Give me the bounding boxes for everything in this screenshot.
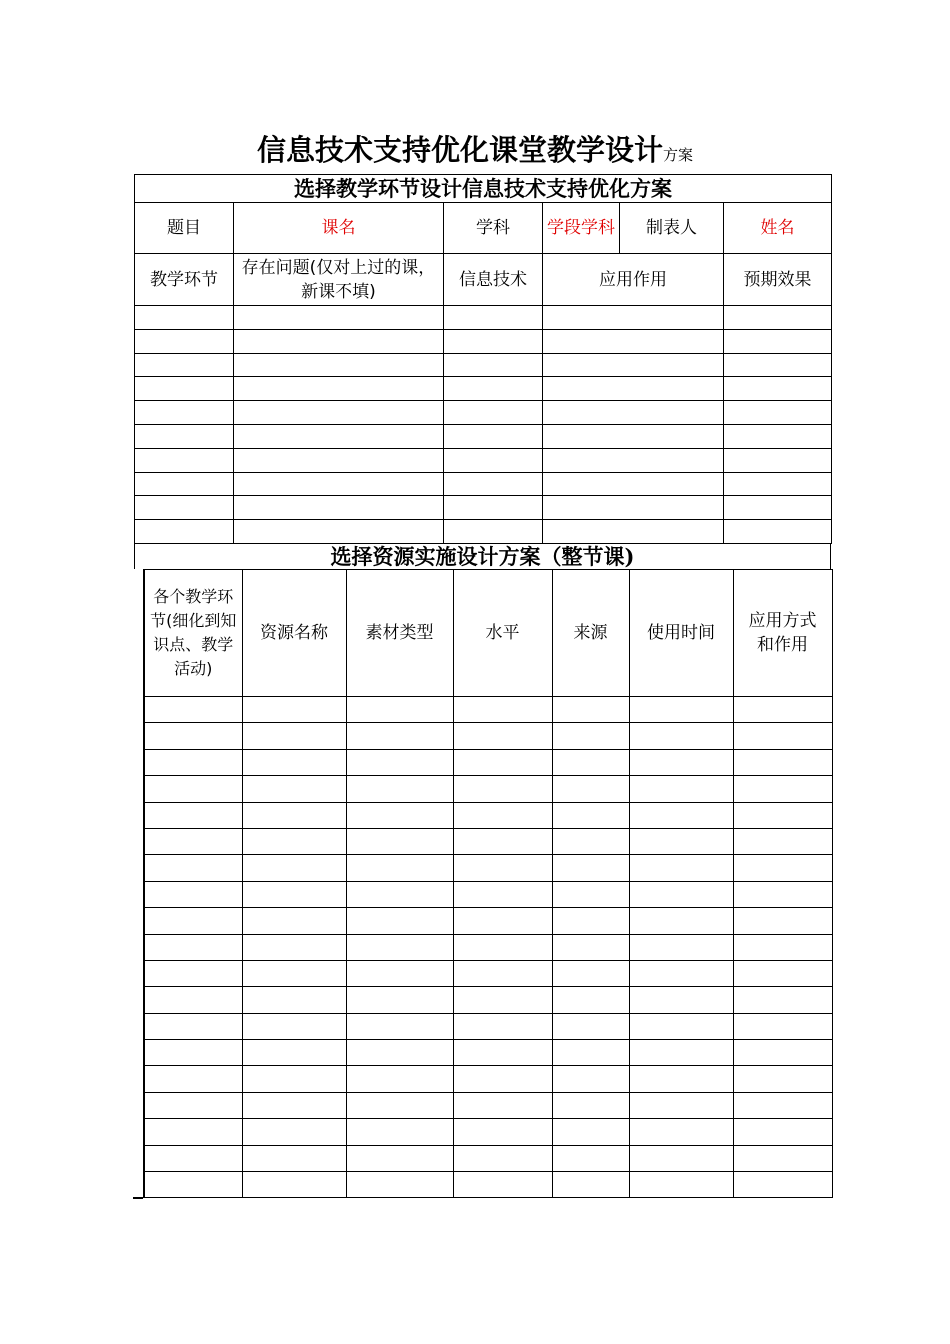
plan-section-title: 选择教学环节设计信息技术支持优化方案	[135, 175, 832, 203]
resource-empty-cell[interactable]	[733, 1013, 832, 1039]
resource-empty-cell[interactable]	[453, 1040, 552, 1066]
resource-empty-cell[interactable]	[453, 1145, 552, 1171]
resource-empty-cell[interactable]	[552, 828, 629, 854]
plan-empty-row	[135, 353, 832, 377]
resource-empty-cell[interactable]	[346, 1040, 453, 1066]
plan-empty-cell[interactable]	[444, 329, 543, 353]
resource-empty-cell[interactable]	[552, 1092, 629, 1118]
resource-empty-cell[interactable]	[733, 855, 832, 881]
resource-empty-row	[144, 960, 832, 986]
plan-empty-cell[interactable]	[724, 424, 832, 448]
resource-empty-cell[interactable]	[242, 1040, 346, 1066]
resource-empty-cell[interactable]	[453, 1066, 552, 1092]
resource-empty-cell[interactable]	[144, 1013, 242, 1039]
plan-empty-cell[interactable]	[135, 377, 234, 401]
resource-empty-cell[interactable]	[552, 1119, 629, 1145]
resource-empty-cell[interactable]	[346, 908, 453, 934]
resource-empty-cell[interactable]	[144, 802, 242, 828]
resource-empty-cell[interactable]	[629, 1013, 733, 1039]
resource-section-title: 选择资源实施设计方案（整节课)	[134, 543, 831, 569]
resource-header-cell: 使用时间	[629, 570, 733, 697]
resource-empty-row	[144, 1119, 832, 1145]
resource-empty-cell[interactable]	[629, 881, 733, 907]
subject-label: 学科	[444, 203, 543, 254]
plan-empty-row	[135, 329, 832, 353]
resource-empty-row	[144, 1145, 832, 1171]
resource-empty-cell[interactable]	[629, 723, 733, 749]
resource-empty-cell[interactable]	[346, 960, 453, 986]
resource-empty-cell[interactable]	[346, 697, 453, 723]
plan-empty-cell[interactable]	[444, 353, 543, 377]
resource-empty-cell[interactable]	[552, 749, 629, 775]
resource-empty-cell[interactable]	[144, 1040, 242, 1066]
resource-empty-cell[interactable]	[242, 1013, 346, 1039]
resource-empty-cell[interactable]	[144, 828, 242, 854]
author-label: 制表人	[620, 203, 724, 254]
resource-empty-cell[interactable]	[453, 802, 552, 828]
resource-empty-cell[interactable]	[629, 855, 733, 881]
plan-body	[135, 306, 832, 544]
resource-empty-row	[144, 1013, 832, 1039]
resource-empty-cell[interactable]	[629, 802, 733, 828]
resource-empty-cell[interactable]	[346, 934, 453, 960]
resource-empty-cell[interactable]	[144, 881, 242, 907]
resource-empty-cell[interactable]	[453, 1119, 552, 1145]
resource-empty-cell[interactable]	[453, 749, 552, 775]
plan-header-cell: 教学环节	[135, 254, 234, 306]
resource-header-cell: 来源	[552, 570, 629, 697]
title-main: 信息技术支持优化课堂教学设计	[256, 133, 663, 167]
resource-empty-cell[interactable]	[346, 749, 453, 775]
plan-empty-cell[interactable]	[543, 496, 724, 520]
resource-empty-cell[interactable]	[733, 1066, 832, 1092]
resource-empty-cell[interactable]	[552, 1066, 629, 1092]
resource-empty-cell[interactable]	[733, 881, 832, 907]
resource-empty-cell[interactable]	[346, 776, 453, 802]
resource-empty-cell[interactable]	[346, 1013, 453, 1039]
resource-empty-cell[interactable]	[552, 1013, 629, 1039]
plan-header-cell: 信息技术	[444, 254, 543, 306]
resource-empty-cell[interactable]	[733, 776, 832, 802]
resource-empty-cell[interactable]	[629, 697, 733, 723]
resource-empty-cell[interactable]	[144, 776, 242, 802]
resource-empty-row	[144, 802, 832, 828]
plan-empty-cell[interactable]	[135, 496, 234, 520]
resource-empty-row	[144, 987, 832, 1013]
resource-empty-cell[interactable]	[733, 1040, 832, 1066]
resource-empty-cell[interactable]	[453, 855, 552, 881]
resource-empty-cell[interactable]	[144, 697, 242, 723]
plan-empty-cell[interactable]	[543, 306, 724, 330]
resource-empty-cell[interactable]	[733, 1092, 832, 1118]
plan-empty-cell[interactable]	[444, 306, 543, 330]
resource-empty-cell[interactable]	[242, 802, 346, 828]
plan-empty-cell[interactable]	[234, 448, 444, 472]
plan-empty-cell[interactable]	[135, 520, 234, 544]
resource-empty-row	[144, 828, 832, 854]
plan-empty-cell[interactable]	[135, 448, 234, 472]
resource-empty-cell[interactable]	[552, 776, 629, 802]
plan-empty-cell[interactable]	[543, 401, 724, 425]
resource-empty-cell[interactable]	[552, 723, 629, 749]
plan-empty-cell[interactable]	[135, 472, 234, 496]
resource-empty-cell[interactable]	[453, 828, 552, 854]
plan-empty-cell[interactable]	[543, 424, 724, 448]
plan-empty-cell[interactable]	[724, 353, 832, 377]
resource-empty-cell[interactable]	[453, 934, 552, 960]
resource-empty-cell[interactable]	[733, 987, 832, 1013]
title-suffix: 方案	[663, 146, 694, 164]
plan-empty-cell[interactable]	[234, 306, 444, 330]
plan-empty-cell[interactable]	[724, 377, 832, 401]
plan-empty-cell[interactable]	[444, 472, 543, 496]
resource-empty-cell[interactable]	[242, 697, 346, 723]
resource-empty-cell[interactable]	[552, 934, 629, 960]
resource-empty-cell[interactable]	[453, 960, 552, 986]
plan-empty-cell[interactable]	[234, 472, 444, 496]
plan-empty-row	[135, 401, 832, 425]
plan-empty-cell[interactable]	[444, 377, 543, 401]
resource-empty-cell[interactable]	[733, 828, 832, 854]
resource-empty-row	[144, 1172, 832, 1198]
resource-empty-cell[interactable]	[242, 987, 346, 1013]
resource-empty-cell[interactable]	[346, 828, 453, 854]
resource-empty-cell[interactable]	[629, 776, 733, 802]
resource-empty-cell[interactable]	[552, 802, 629, 828]
resource-empty-cell[interactable]	[629, 960, 733, 986]
resource-empty-cell[interactable]	[453, 723, 552, 749]
resource-empty-cell[interactable]	[346, 881, 453, 907]
plan-empty-cell[interactable]	[543, 329, 724, 353]
plan-empty-cell[interactable]	[234, 377, 444, 401]
plan-empty-cell[interactable]	[543, 448, 724, 472]
plan-empty-cell[interactable]	[234, 401, 444, 425]
resource-empty-cell[interactable]	[144, 749, 242, 775]
resource-empty-cell[interactable]	[242, 749, 346, 775]
resource-empty-cell[interactable]	[242, 828, 346, 854]
plan-empty-cell[interactable]	[724, 329, 832, 353]
plan-empty-cell[interactable]	[543, 520, 724, 544]
resource-empty-cell[interactable]	[346, 802, 453, 828]
resource-empty-cell[interactable]	[144, 1119, 242, 1145]
resource-header-cell: 各个教学环节(细化到知识点、教学活动)	[144, 570, 242, 697]
resource-empty-cell[interactable]	[629, 1092, 733, 1118]
plan-empty-cell[interactable]	[444, 448, 543, 472]
resource-empty-cell[interactable]	[629, 1145, 733, 1171]
plan-empty-cell[interactable]	[234, 353, 444, 377]
plan-empty-cell[interactable]	[234, 520, 444, 544]
margin-mark	[133, 1197, 143, 1199]
resource-empty-row	[144, 934, 832, 960]
resource-empty-cell[interactable]	[733, 723, 832, 749]
resource-header-cell: 资源名称	[242, 570, 346, 697]
resource-empty-cell[interactable]	[242, 1119, 346, 1145]
resource-empty-cell[interactable]	[346, 1092, 453, 1118]
resource-empty-cell[interactable]	[453, 987, 552, 1013]
resource-empty-cell[interactable]	[144, 1145, 242, 1171]
resource-empty-cell[interactable]	[733, 934, 832, 960]
resource-empty-cell[interactable]	[242, 776, 346, 802]
resource-empty-row	[144, 1092, 832, 1118]
plan-empty-cell[interactable]	[724, 520, 832, 544]
resource-empty-cell[interactable]	[242, 881, 346, 907]
resource-empty-cell[interactable]	[144, 1172, 242, 1198]
plan-empty-row	[135, 424, 832, 448]
plan-header-cell: 存在问题(仅对上过的课，新课不填)	[234, 254, 444, 306]
resource-empty-cell[interactable]	[242, 723, 346, 749]
resource-empty-cell[interactable]	[346, 1172, 453, 1198]
resource-empty-cell[interactable]	[552, 908, 629, 934]
stage-subject-field[interactable]: 学段学科	[543, 203, 620, 254]
resource-empty-cell[interactable]	[552, 1172, 629, 1198]
resource-empty-cell[interactable]	[629, 987, 733, 1013]
plan-empty-cell[interactable]	[444, 424, 543, 448]
plan-empty-cell[interactable]	[234, 424, 444, 448]
plan-header-row	[135, 254, 832, 306]
resource-empty-cell[interactable]	[552, 987, 629, 1013]
plan-header-cell: 预期效果	[724, 254, 832, 306]
resource-empty-cell[interactable]	[242, 1172, 346, 1198]
resource-empty-cell[interactable]	[144, 987, 242, 1013]
resource-empty-cell[interactable]	[453, 697, 552, 723]
resource-empty-cell[interactable]	[733, 960, 832, 986]
resource-empty-cell[interactable]	[144, 723, 242, 749]
resource-empty-cell[interactable]	[629, 749, 733, 775]
resource-empty-cell[interactable]	[629, 1119, 733, 1145]
plan-header-cell: 应用作用	[543, 254, 724, 306]
plan-empty-row	[135, 520, 832, 544]
plan-empty-row	[135, 496, 832, 520]
resource-empty-cell[interactable]	[144, 855, 242, 881]
plan-empty-row	[135, 448, 832, 472]
resource-empty-cell[interactable]	[629, 828, 733, 854]
resource-empty-cell[interactable]	[346, 723, 453, 749]
resource-empty-cell[interactable]	[242, 1145, 346, 1171]
resource-body	[144, 697, 832, 1198]
plan-empty-cell[interactable]	[444, 401, 543, 425]
resource-empty-row	[144, 776, 832, 802]
document-title	[0, 128, 950, 177]
author-name-field[interactable]: 姓名	[724, 203, 832, 254]
plan-empty-cell[interactable]	[724, 401, 832, 425]
resource-empty-cell[interactable]	[346, 987, 453, 1013]
resource-empty-cell[interactable]	[242, 1066, 346, 1092]
plan-empty-cell[interactable]	[135, 306, 234, 330]
resource-empty-cell[interactable]	[453, 1172, 552, 1198]
resource-empty-cell[interactable]	[346, 1119, 453, 1145]
resource-empty-cell[interactable]	[733, 1145, 832, 1171]
resource-empty-cell[interactable]	[629, 1040, 733, 1066]
plan-empty-cell[interactable]	[135, 329, 234, 353]
resource-empty-cell[interactable]	[552, 697, 629, 723]
resource-empty-cell[interactable]	[144, 908, 242, 934]
plan-empty-cell[interactable]	[135, 424, 234, 448]
resource-table	[143, 569, 833, 1198]
plan-empty-cell[interactable]	[234, 329, 444, 353]
resource-empty-cell[interactable]	[733, 749, 832, 775]
resource-empty-cell[interactable]	[144, 1066, 242, 1092]
resource-empty-cell[interactable]	[346, 855, 453, 881]
plan-empty-cell[interactable]	[543, 472, 724, 496]
plan-empty-cell[interactable]	[724, 496, 832, 520]
resource-empty-cell[interactable]	[552, 855, 629, 881]
resource-empty-row	[144, 723, 832, 749]
resource-empty-cell[interactable]	[242, 960, 346, 986]
resource-empty-cell[interactable]	[629, 1172, 733, 1198]
resource-empty-cell[interactable]	[346, 1066, 453, 1092]
plan-empty-cell[interactable]	[543, 353, 724, 377]
resource-empty-cell[interactable]	[733, 697, 832, 723]
resource-empty-cell[interactable]	[242, 1092, 346, 1118]
resource-header-cell: 素材类型	[346, 570, 453, 697]
resource-empty-cell[interactable]	[242, 908, 346, 934]
resource-empty-cell[interactable]	[552, 881, 629, 907]
resource-empty-cell[interactable]	[144, 1092, 242, 1118]
resource-empty-cell[interactable]	[629, 1066, 733, 1092]
resource-empty-row	[144, 855, 832, 881]
resource-empty-row	[144, 908, 832, 934]
topic-label: 题目	[135, 203, 234, 254]
plan-table	[134, 174, 832, 544]
resource-header-cell: 水平	[453, 570, 552, 697]
resource-empty-cell[interactable]	[552, 1040, 629, 1066]
plan-empty-row	[135, 472, 832, 496]
resource-header-row	[144, 570, 832, 697]
resource-empty-row	[144, 1040, 832, 1066]
resource-empty-cell[interactable]	[453, 776, 552, 802]
resource-empty-cell[interactable]	[346, 1145, 453, 1171]
resource-empty-cell[interactable]	[144, 960, 242, 986]
plan-empty-cell[interactable]	[724, 472, 832, 496]
resource-empty-cell[interactable]	[144, 934, 242, 960]
resource-empty-cell[interactable]	[453, 1013, 552, 1039]
resource-empty-cell[interactable]	[552, 960, 629, 986]
resource-empty-cell[interactable]	[453, 1092, 552, 1118]
resource-header-cell: 应用方式和作用	[733, 570, 832, 697]
resource-empty-cell[interactable]	[733, 908, 832, 934]
resource-empty-row	[144, 881, 832, 907]
resource-empty-cell[interactable]	[552, 1145, 629, 1171]
course-name-field[interactable]: 课名	[234, 203, 444, 254]
resource-empty-cell[interactable]	[629, 908, 733, 934]
resource-empty-cell[interactable]	[733, 1119, 832, 1145]
resource-empty-cell[interactable]	[453, 881, 552, 907]
plan-empty-cell[interactable]	[444, 496, 543, 520]
resource-empty-cell[interactable]	[242, 934, 346, 960]
resource-empty-row	[144, 1066, 832, 1092]
resource-empty-cell[interactable]	[629, 934, 733, 960]
plan-empty-cell[interactable]	[444, 520, 543, 544]
resource-empty-cell[interactable]	[453, 908, 552, 934]
plan-empty-cell[interactable]	[543, 377, 724, 401]
resource-empty-cell[interactable]	[242, 855, 346, 881]
plan-empty-row	[135, 306, 832, 330]
plan-empty-cell[interactable]	[234, 496, 444, 520]
plan-empty-cell[interactable]	[135, 353, 234, 377]
resource-empty-cell[interactable]	[733, 1172, 832, 1198]
plan-empty-cell[interactable]	[724, 448, 832, 472]
resource-empty-cell[interactable]	[733, 802, 832, 828]
resource-empty-row	[144, 749, 832, 775]
resource-empty-row	[144, 697, 832, 723]
plan-empty-cell[interactable]	[135, 401, 234, 425]
plan-empty-cell[interactable]	[724, 306, 832, 330]
plan-empty-row	[135, 377, 832, 401]
